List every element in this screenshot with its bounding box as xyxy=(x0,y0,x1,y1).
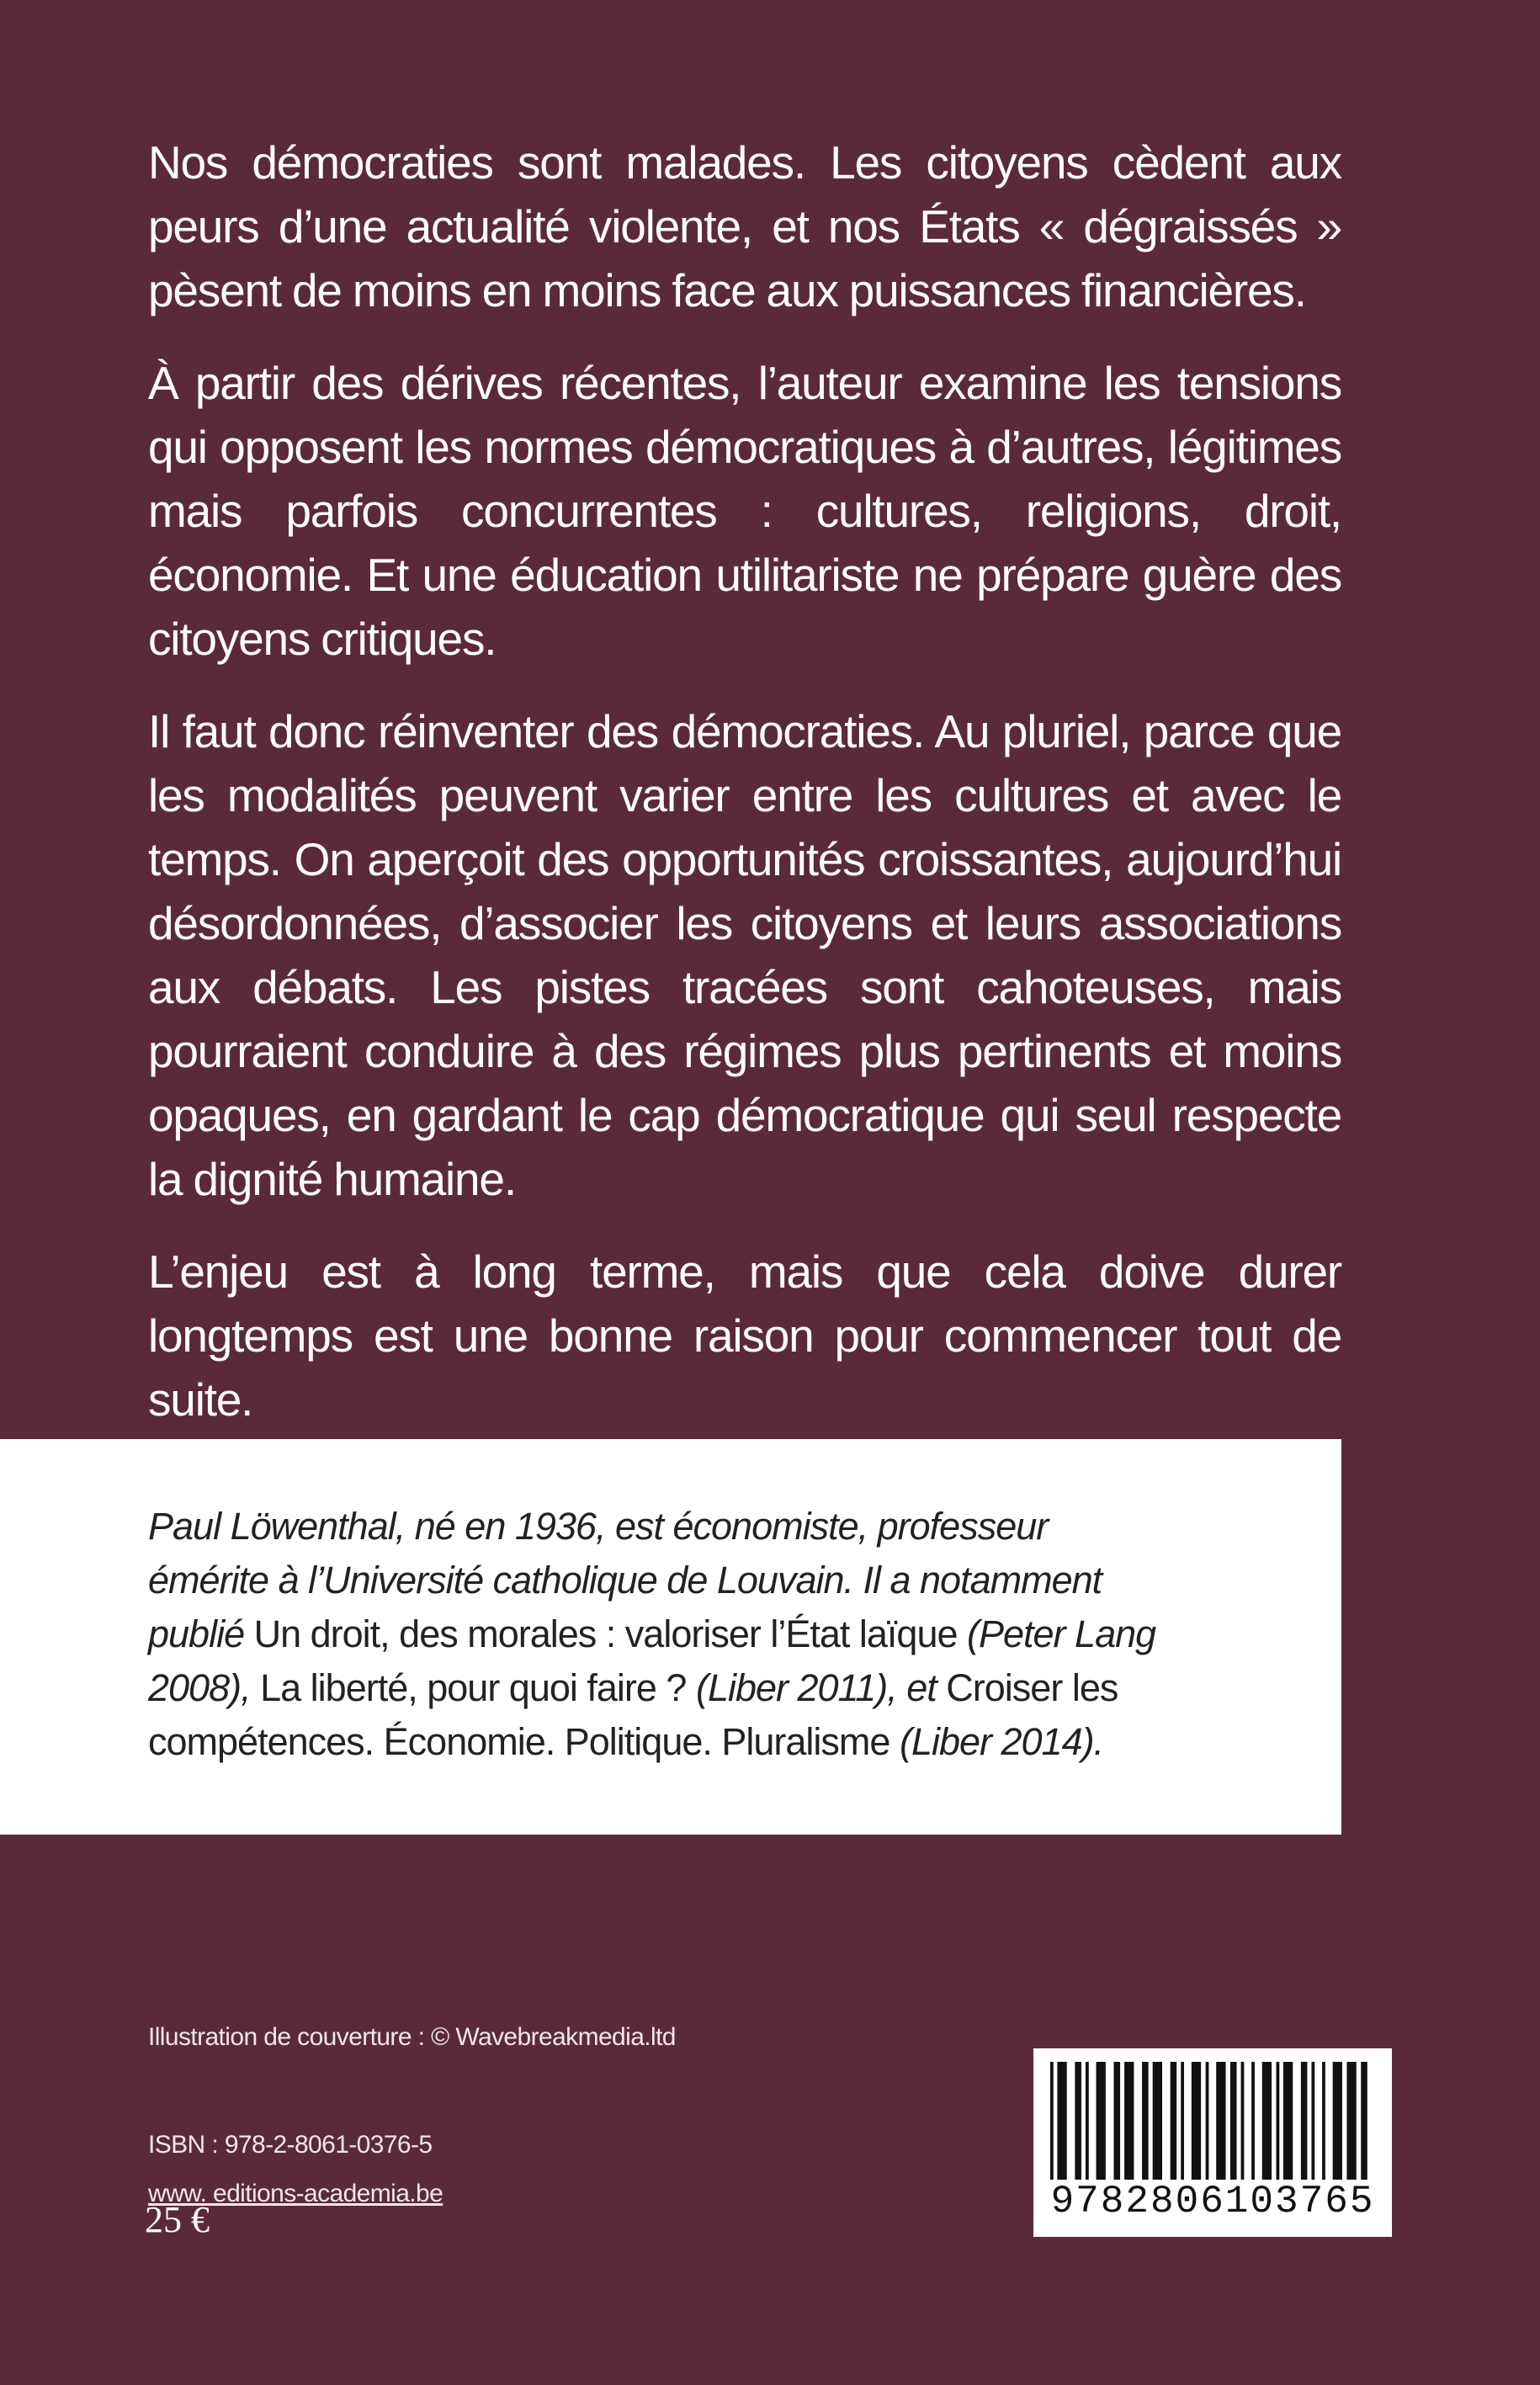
barcode-bar xyxy=(1075,2062,1081,2180)
barcode-bar xyxy=(1241,2062,1245,2180)
barcode-bar xyxy=(1262,2062,1272,2180)
barcode-bar xyxy=(1114,2062,1121,2180)
barcode-bar xyxy=(1301,2062,1308,2180)
barcode-bar xyxy=(1086,2062,1089,2180)
back-cover-blurb xyxy=(148,130,1341,1460)
barcode-bar xyxy=(1346,2062,1356,2180)
isbn-text: ISBN : 978-2-8061-0376-5 xyxy=(148,2131,433,2159)
barcode-bar xyxy=(1097,2062,1106,2180)
barcode-bar xyxy=(1283,2062,1293,2180)
blurb-paragraph-1: Nos démocraties sont malades. Les citoyens cèdent aux peurs d’une actualité violente, et nos États « dégraissés » pèsent de moins en moins face aux puissances financières. xyxy=(148,136,1341,316)
author-bio-box xyxy=(0,1439,1341,1835)
barcode-bar xyxy=(1050,2062,1054,2180)
book-title-3: Croiser les compétences. Économie. Politique. Pluralisme xyxy=(148,1666,1118,1763)
barcode-digits: 9782806103765 xyxy=(1050,2180,1375,2223)
barcode-bar xyxy=(1333,2062,1342,2180)
price-label: 25 € xyxy=(145,2199,210,2240)
barcode-bar xyxy=(1311,2062,1314,2180)
illustration-credit: Illustration de couverture : © Wavebreakmedia.ltd xyxy=(148,2023,676,2051)
barcode-bar xyxy=(1192,2062,1201,2180)
bio-segment-4: (Liber 2014). xyxy=(889,1720,1104,1763)
barcode-bar xyxy=(1142,2062,1149,2180)
blurb-paragraph-3: Il faut donc réinventer des démocraties. Au pluriel, parce que les modalités peuvent varier entre les cultures et avec le temps. On aperçoit des opportunités croissantes, aujourd’hui désordonnées, d’associer les citoyens et leurs associations aux débats. Les pistes tracées sont cahoteuses, mais pourraient conduire à des régimes plus pertinents et moins opaques, en gardant le cap démocratique qui seul respecte la dignité humaine. xyxy=(148,705,1341,1205)
book-title-2: La liberté, pour quoi faire ? xyxy=(260,1666,687,1709)
blurb-paragraph-4: L’enjeu est à long terme, mais que cela doive durer longtemps est une bonne raison pour commencer tout de suite. xyxy=(148,1246,1341,1426)
barcode-bar xyxy=(1216,2062,1225,2180)
bio-segment-3: (Liber 2011), et xyxy=(686,1666,947,1709)
barcode-bar xyxy=(1124,2062,1134,2180)
barcode-bar xyxy=(1277,2062,1280,2180)
barcode-bar xyxy=(1322,2062,1325,2180)
book-title-1: Un droit, des morales : valoriser l’État laïque xyxy=(253,1612,958,1655)
barcode-bars xyxy=(1050,2062,1375,2180)
author-bio-text xyxy=(148,1500,1175,1769)
barcode-bar xyxy=(1181,2062,1184,2180)
barcode-bar xyxy=(1171,2062,1177,2180)
bio-segment-2: (Peter Lang 2008), xyxy=(148,1612,1156,1709)
author-name: Paul Löwenthal xyxy=(148,1505,396,1548)
barcode-bar xyxy=(1361,2062,1367,2180)
publisher-website-link[interactable]: www. editions-academia.be xyxy=(148,2180,443,2207)
barcode-bar xyxy=(1206,2062,1209,2180)
barcode-bar xyxy=(1251,2062,1255,2180)
barcode-bar xyxy=(1153,2062,1162,2180)
blurb-paragraph-2: À partir des dérives récentes, l’auteur examine les tensions qui opposent les normes démocratiques à d’autres, légitimes mais parfois concurrentes : cultures, religions, droit, économie. Et une éducation utilitariste ne prépare guère des citoyens critiques. xyxy=(148,357,1341,665)
barcode-bar xyxy=(1057,2062,1066,2180)
bio-segment-1: , né en 1936, est économiste, professeur émérite à l’Université catholique de Louvain. Il a notamment publié xyxy=(148,1505,1102,1655)
barcode-bar xyxy=(1230,2062,1237,2180)
barcode-box xyxy=(1033,2048,1392,2237)
